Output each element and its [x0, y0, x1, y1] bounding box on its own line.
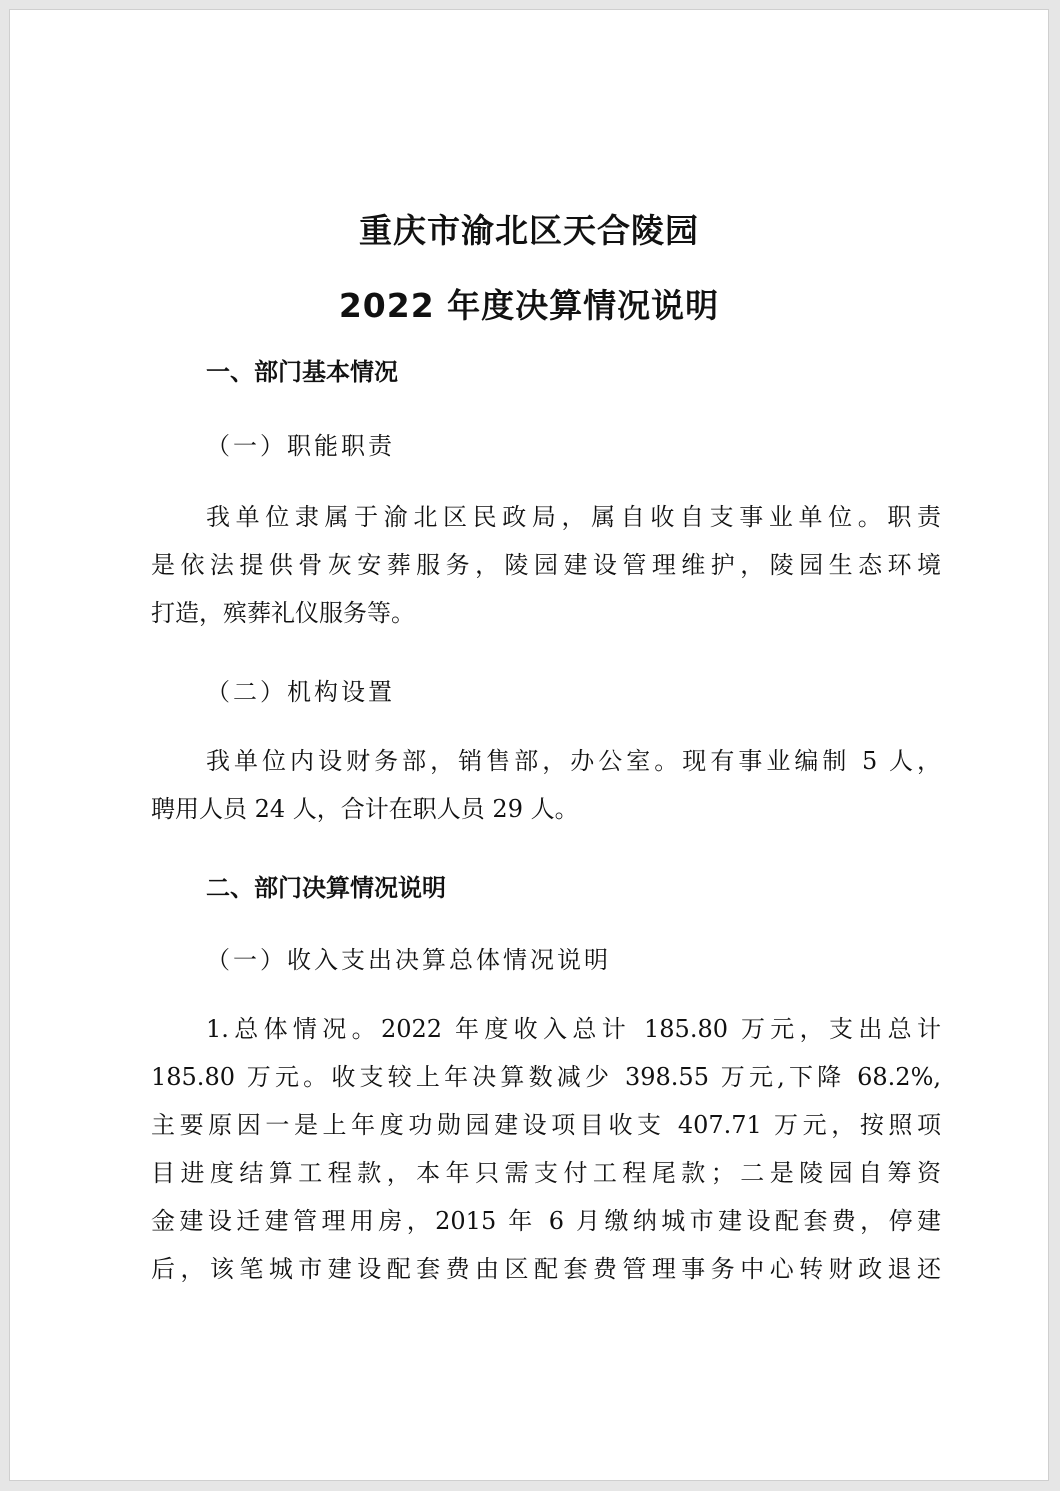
- paragraph-line: 我单位内设财务部，销售部，办公室。现有事业编制 5 人，: [206, 747, 941, 775]
- paragraph-line: 后，该笔城市建设配套费由区配套费管理事务中心转财政退还: [151, 1255, 941, 1283]
- section-heading-final-accounts: 二、部门决算情况说明: [206, 874, 446, 902]
- document-title: 重庆市渝北区天合陵园: [359, 211, 699, 250]
- document-subtitle: 2022 年度决算情况说明: [338, 286, 720, 325]
- paragraph-overall: [151, 1005, 941, 1293]
- section-heading-basic-info: 一、部门基本情况: [206, 358, 398, 386]
- paragraph-line: 打造，殡葬礼仪服务等。: [151, 599, 415, 627]
- paragraph-organization: [151, 737, 941, 833]
- paragraph-line: 是依法提供骨灰安葬服务，陵园建设管理维护，陵园生态环境: [151, 551, 941, 579]
- subsection-heading-duties: （一）职能职责: [206, 432, 395, 460]
- paragraph-line: 目进度结算工程款，本年只需支付工程尾款；二是陵园自筹资: [151, 1159, 941, 1187]
- paragraph-line: 主要原因一是上年度功勋园建设项目收支 407.71 万元，按照项: [151, 1111, 941, 1139]
- paragraph-duties: [151, 493, 941, 637]
- paragraph-line: 金建设迁建管理用房，2015 年 6 月缴纳城市建设配套费，停建: [151, 1207, 941, 1235]
- paragraph-line: 1.总体情况。2022 年度收入总计 185.80 万元，支出总计: [206, 1015, 941, 1043]
- document-page: [9, 9, 1049, 1481]
- subsection-heading-income-expenditure: （一）收入支出决算总体情况说明: [206, 946, 611, 974]
- paragraph-line: 我单位隶属于渝北区民政局，属自收自支事业单位。职责: [206, 503, 941, 531]
- paragraph-line: 聘用人员 24 人，合计在职人员 29 人。: [151, 795, 579, 823]
- paragraph-line: 185.80 万元。收支较上年决算数减少 398.55 万元,下降 68.2%,: [151, 1063, 941, 1091]
- subsection-heading-organization: （二）机构设置: [206, 678, 395, 706]
